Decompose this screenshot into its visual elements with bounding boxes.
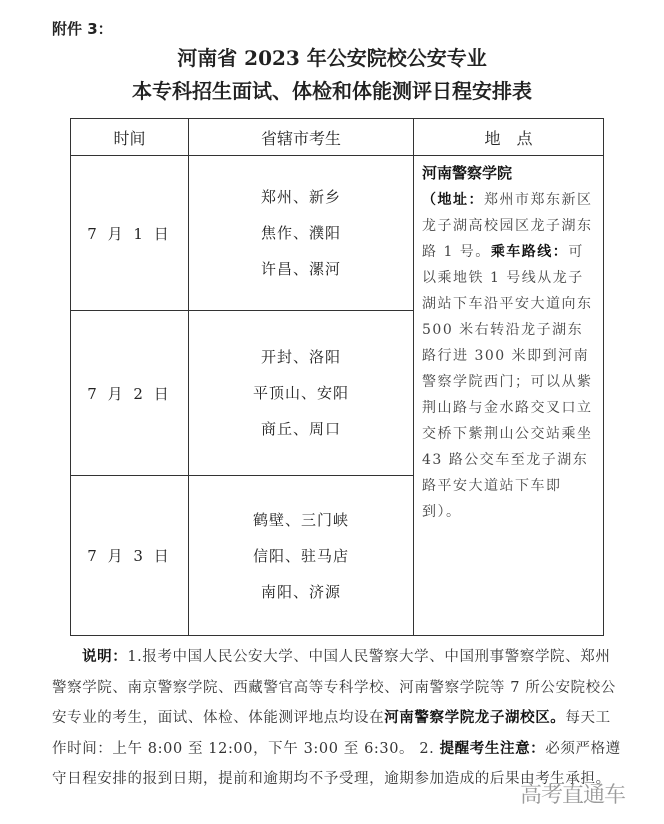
route-label: 乘车路线： [490,244,569,260]
city-line: 商丘、周口 [260,420,341,438]
cities-cell [189,156,414,311]
city-line: 南阳、济源 [260,582,341,601]
cities-cell [189,311,414,476]
city-line: 郑州、新乡 [260,188,341,206]
location-name: 河南警察学院 [422,164,513,182]
address-text: 郑州市郑东新区龙子湖高校园区龙子湖东路 1 号。 [422,192,593,260]
cities-cell [189,476,414,636]
attachment-label: 附件 3： [52,20,113,38]
city-line: 鹤壁、三门峡 [252,510,349,529]
header-location: 地 点 [414,119,604,156]
city-line: 许昌、漯河 [260,260,341,278]
note-label: 说明： [82,648,128,665]
location-cell [414,156,604,636]
date-cell: 7 月 1 日 [71,156,189,311]
table-header [71,119,604,156]
note-bold-2: 提醒考生注意： [439,739,546,757]
title-line-1: 河南省 2023 年公安院校公安专业 [177,46,487,70]
note-text-3: 必须严格遵守日程安排的报到日期，提前和逾期均不予受理，逾期参加造成的后果由考生承担。 [52,740,621,787]
date-cell: 7 月 3 日 [71,476,189,636]
note-text-1: 1.报考中国人民公安大学、中国人民警察大学、中国刑事警察学院、郑州警察学院、南京警察学院、西藏警官高等专科学校、河南警察学院等 7 所公安院校公安专业的考生，面试、体检、体能测评地点均设在 [52,649,616,726]
table-row [71,156,604,311]
watermark: 高考直通车 [520,783,626,808]
header-time: 时间 [71,119,189,156]
title-line-2: 本专科招生面试、体检和体能测评日程安排表 [132,79,532,103]
city-line: 开封、洛阳 [260,348,341,366]
city-line: 焦作、濮阳 [260,224,341,242]
date-cell: 7 月 2 日 [71,311,189,476]
schedule-table [70,118,604,636]
city-line: 信阳、驻马店 [252,546,349,565]
note-text-2: 每天工作时间：上午 8:00 至 12:00，下午 3:00 至 6:30。 2. [52,710,611,757]
header-cities: 省辖市考生 [189,119,414,156]
address-label: （地址： [422,192,484,208]
route-text: 可以乘地铁 1 号线从龙子湖站下车沿平安大道向东 500 米右转沿龙子湖东路行进 300 米即到河南警察学院西门；可以从紫荆山路与金水路交叉口立交桥下紫荆山公交站乘坐 43 路公交车至龙子湖东路平安大道站下车即到）。 [422,244,593,520]
note-bold-1: 河南警察学院龙子湖校区。 [384,709,566,726]
city-line: 平顶山、安阳 [252,384,349,402]
notes-paragraph [52,642,622,795]
